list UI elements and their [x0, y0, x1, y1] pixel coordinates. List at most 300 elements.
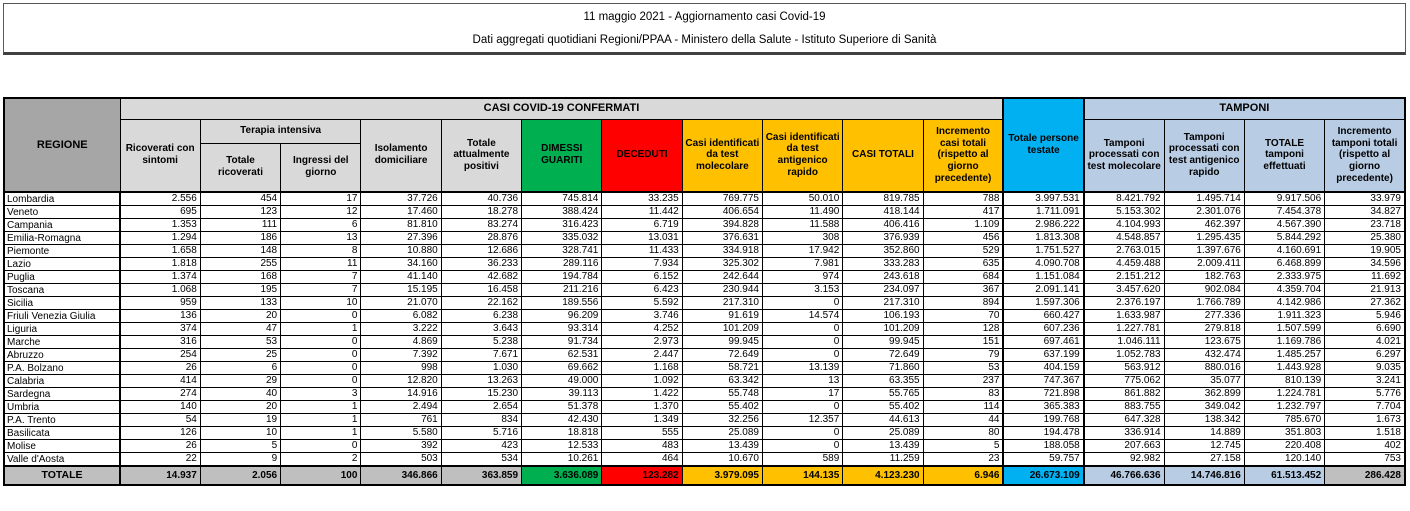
cell-value: 3 [281, 388, 361, 401]
header-regione: REGIONE [4, 98, 120, 192]
cell-value: 17.942 [763, 245, 843, 258]
cell-value: 12.533 [522, 440, 602, 453]
cell-value: 5.716 [441, 427, 521, 440]
cell-value: 1.169.786 [1244, 336, 1324, 349]
cell-value: 1.109 [923, 219, 1003, 232]
cell-value: 1.507.599 [1244, 323, 1324, 336]
cell-value: 217.310 [682, 297, 762, 310]
cell-value: 44 [923, 414, 1003, 427]
cell-value: 388.424 [522, 206, 602, 219]
cell-value: 637.199 [1003, 349, 1083, 362]
cell-value: 40 [200, 388, 280, 401]
header-group-terapia-intensiva: Terapia intensiva [200, 119, 361, 143]
cell-value: 3.457.620 [1084, 284, 1164, 297]
cell-value: 1.751.527 [1003, 245, 1083, 258]
cell-value: 5.776 [1325, 388, 1405, 401]
table-row [4, 440, 1405, 453]
cell-value: 12.745 [1164, 440, 1244, 453]
cell-value: 14.889 [1164, 427, 1244, 440]
table-row [4, 219, 1405, 232]
cell-value: 647.328 [1084, 414, 1164, 427]
header-totale-persone-testate: Totale persone testate [1003, 98, 1083, 192]
cell-value: 2.091.141 [1003, 284, 1083, 297]
table-header [4, 98, 1405, 192]
cell-value: 4.252 [602, 323, 682, 336]
table-row [4, 192, 1405, 206]
cell-value: 217.310 [843, 297, 923, 310]
cell-value: 2.009.411 [1164, 258, 1244, 271]
cell-value: 277.336 [1164, 310, 1244, 323]
header-incremento-tamponi: Incremento tamponi totali (rispetto al giorno precedente) [1325, 119, 1405, 192]
cell-value: 0 [763, 336, 843, 349]
cell-value: 9.035 [1325, 362, 1405, 375]
cell-value: 697.461 [1003, 336, 1083, 349]
cell-value: 5.946 [1325, 310, 1405, 323]
total-value: 286.428 [1325, 466, 1405, 485]
cell-value: 2.376.197 [1084, 297, 1164, 310]
cell-value: 1 [281, 427, 361, 440]
region-name: P.A. Bolzano [4, 362, 120, 375]
cell-value: 753 [1325, 453, 1405, 467]
table-row [4, 336, 1405, 349]
table-row [4, 232, 1405, 245]
cell-value: 998 [361, 362, 441, 375]
total-value: 14.937 [120, 466, 200, 485]
cell-value: 4.160.691 [1244, 245, 1324, 258]
cell-value: 36.233 [441, 258, 521, 271]
region-name: Campania [4, 219, 120, 232]
cell-value: 1.597.306 [1003, 297, 1083, 310]
cell-value: 123.675 [1164, 336, 1244, 349]
total-value: 100 [281, 466, 361, 485]
cell-value: 53 [200, 336, 280, 349]
cell-value: 69.662 [522, 362, 602, 375]
cell-value: 7.454.378 [1244, 206, 1324, 219]
cell-value: 6.152 [602, 271, 682, 284]
cell-value: 220.408 [1244, 440, 1324, 453]
cell-value: 10 [200, 427, 280, 440]
cell-value: 775.062 [1084, 375, 1164, 388]
cell-value: 44.613 [843, 414, 923, 427]
cell-value: 0 [281, 336, 361, 349]
cell-value: 563.912 [1084, 362, 1164, 375]
cell-value: 13.139 [763, 362, 843, 375]
total-value: 363.859 [441, 466, 521, 485]
cell-value: 6 [281, 219, 361, 232]
total-value: 26.673.109 [1003, 466, 1083, 485]
cell-value: 5.844.292 [1244, 232, 1324, 245]
cell-value: 745.814 [522, 192, 602, 206]
cell-value: 7 [281, 271, 361, 284]
cell-value: 376.631 [682, 232, 762, 245]
cell-value: 788 [923, 192, 1003, 206]
cell-value: 13.031 [602, 232, 682, 245]
cell-value: 91.734 [522, 336, 602, 349]
cell-value: 18.818 [522, 427, 602, 440]
cell-value: 182.763 [1164, 271, 1244, 284]
total-value: 61.513.452 [1244, 466, 1324, 485]
cell-value: 7 [281, 284, 361, 297]
cell-value: 11 [281, 258, 361, 271]
cell-value: 2.301.076 [1164, 206, 1244, 219]
cell-value: 0 [763, 401, 843, 414]
region-name: Umbria [4, 401, 120, 414]
cell-value: 6.719 [602, 219, 682, 232]
cell-value: 351.803 [1244, 427, 1324, 440]
cell-value: 1 [281, 401, 361, 414]
cell-value: 37.726 [361, 192, 441, 206]
cell-value: 101.209 [843, 323, 923, 336]
cell-value: 17 [763, 388, 843, 401]
cell-value: 406.654 [682, 206, 762, 219]
total-value: 2.056 [200, 466, 280, 485]
cell-value: 26 [120, 440, 200, 453]
cell-value: 4.459.488 [1084, 258, 1164, 271]
table-row [4, 453, 1405, 467]
total-value: 3.979.095 [682, 466, 762, 485]
cell-value: 0 [281, 362, 361, 375]
cell-value: 607.236 [1003, 323, 1083, 336]
cell-value: 3.222 [361, 323, 441, 336]
cell-value: 1.294 [120, 232, 200, 245]
cell-value: 0 [281, 440, 361, 453]
region-name: Emilia-Romagna [4, 232, 120, 245]
report-date-title: 11 maggio 2021 - Aggiornamento casi Covid-19 [583, 11, 826, 23]
cell-value: 96.209 [522, 310, 602, 323]
cell-value: 0 [281, 310, 361, 323]
cell-value: 6.468.899 [1244, 258, 1324, 271]
table-row [4, 349, 1405, 362]
cell-value: 2.973 [602, 336, 682, 349]
covid-data-table [3, 97, 1406, 486]
region-name: Piemonte [4, 245, 120, 258]
table-row [4, 414, 1405, 427]
cell-value: 243.618 [843, 271, 923, 284]
cell-value: 20 [200, 401, 280, 414]
cell-value: 3.241 [1325, 375, 1405, 388]
table-row [4, 310, 1405, 323]
cell-value: 684 [923, 271, 1003, 284]
cell-value: 99.945 [843, 336, 923, 349]
cell-value: 1.766.789 [1164, 297, 1244, 310]
cell-value: 2.763.015 [1084, 245, 1164, 258]
cell-value: 12.820 [361, 375, 441, 388]
cell-value: 8.421.792 [1084, 192, 1164, 206]
cell-value: 50.010 [763, 192, 843, 206]
table-body [4, 192, 1405, 485]
cell-value: 1.711.091 [1003, 206, 1083, 219]
cell-value: 17.460 [361, 206, 441, 219]
cell-value: 1.911.323 [1244, 310, 1324, 323]
cell-value: 12.357 [763, 414, 843, 427]
cell-value: 79 [923, 349, 1003, 362]
header-tamponi-molecolare: Tamponi processati con test molecolare [1084, 119, 1164, 192]
cell-value: 1.295.435 [1164, 232, 1244, 245]
cell-value: 374 [120, 323, 200, 336]
cell-value: 29 [200, 375, 280, 388]
cell-value: 695 [120, 206, 200, 219]
cell-value: 32.256 [682, 414, 762, 427]
cell-value: 49.000 [522, 375, 602, 388]
header-ingressi-del-giorno: Ingressi del giorno [281, 143, 361, 192]
cell-value: 34.160 [361, 258, 441, 271]
cell-value: 10.261 [522, 453, 602, 467]
cell-value: 11.259 [843, 453, 923, 467]
cell-value: 333.283 [843, 258, 923, 271]
cell-value: 11.490 [763, 206, 843, 219]
cell-value: 534 [441, 453, 521, 467]
cell-value: 55.748 [682, 388, 762, 401]
cell-value: 5.580 [361, 427, 441, 440]
cell-value: 810.139 [1244, 375, 1324, 388]
cell-value: 7.392 [361, 349, 441, 362]
cell-value: 151 [923, 336, 1003, 349]
cell-value: 7.704 [1325, 401, 1405, 414]
cell-value: 93.314 [522, 323, 602, 336]
header-dimessi-guariti: DIMESSI GUARITI [522, 119, 602, 192]
cell-value: 4.869 [361, 336, 441, 349]
cell-value: 83.274 [441, 219, 521, 232]
cell-value: 80 [923, 427, 1003, 440]
total-label: TOTALE [4, 466, 120, 485]
cell-value: 133 [200, 297, 280, 310]
cell-value: 34.827 [1325, 206, 1405, 219]
cell-value: 456 [923, 232, 1003, 245]
table-row [4, 427, 1405, 440]
cell-value: 392 [361, 440, 441, 453]
cell-value: 352.860 [843, 245, 923, 258]
region-name: Abruzzo [4, 349, 120, 362]
cell-value: 35.077 [1164, 375, 1244, 388]
cell-value: 1.422 [602, 388, 682, 401]
table-row [4, 258, 1405, 271]
cell-value: 4.021 [1325, 336, 1405, 349]
cell-value: 2.654 [441, 401, 521, 414]
cell-value: 70 [923, 310, 1003, 323]
cell-value: 72.649 [682, 349, 762, 362]
cell-value: 335.032 [522, 232, 602, 245]
cell-value: 1.353 [120, 219, 200, 232]
cell-value: 47 [200, 323, 280, 336]
cell-value: 138.342 [1164, 414, 1244, 427]
cell-value: 19.905 [1325, 245, 1405, 258]
cell-value: 54 [120, 414, 200, 427]
cell-value: 1.370 [602, 401, 682, 414]
cell-value: 529 [923, 245, 1003, 258]
cell-value: 25.380 [1325, 232, 1405, 245]
cell-value: 861.882 [1084, 388, 1164, 401]
cell-value: 28.876 [441, 232, 521, 245]
total-row [4, 466, 1405, 485]
cell-value: 9.917.506 [1244, 192, 1324, 206]
cell-value: 42.430 [522, 414, 602, 427]
cell-value: 402 [1325, 440, 1405, 453]
cell-value: 349.042 [1164, 401, 1244, 414]
header-deceduti: DECEDUTI [602, 119, 682, 192]
cell-value: 1.818 [120, 258, 200, 271]
cell-value: 365.383 [1003, 401, 1083, 414]
cell-value: 34.596 [1325, 258, 1405, 271]
cell-value: 0 [763, 440, 843, 453]
header-totale-attualmente-positivi: Totale attualmente positivi [441, 119, 521, 192]
cell-value: 128 [923, 323, 1003, 336]
region-name: Marche [4, 336, 120, 349]
cell-value: 22.162 [441, 297, 521, 310]
cell-value: 55.402 [843, 401, 923, 414]
cell-value: 274 [120, 388, 200, 401]
cell-value: 12 [281, 206, 361, 219]
cell-value: 27.396 [361, 232, 441, 245]
cell-value: 195 [200, 284, 280, 297]
total-value: 14.746.816 [1164, 466, 1244, 485]
cell-value: 974 [763, 271, 843, 284]
cell-value: 207.663 [1084, 440, 1164, 453]
cell-value: 254 [120, 349, 200, 362]
cell-value: 19 [200, 414, 280, 427]
cell-value: 26 [120, 362, 200, 375]
cell-value: 1.046.111 [1084, 336, 1164, 349]
cell-value: 1.092 [602, 375, 682, 388]
cell-value: 39.113 [522, 388, 602, 401]
cell-value: 3.746 [602, 310, 682, 323]
table-row [4, 362, 1405, 375]
cell-value: 1.495.714 [1164, 192, 1244, 206]
cell-value: 211.216 [522, 284, 602, 297]
cell-value: 894 [923, 297, 1003, 310]
cell-value: 325.302 [682, 258, 762, 271]
total-value: 6.946 [923, 466, 1003, 485]
cell-value: 23 [923, 453, 1003, 467]
cell-value: 1.151.084 [1003, 271, 1083, 284]
cell-value: 11.588 [763, 219, 843, 232]
header-totale-ricoverati: Totale ricoverati [200, 143, 280, 192]
cell-value: 11.442 [602, 206, 682, 219]
cell-value: 2 [281, 453, 361, 467]
cell-value: 555 [602, 427, 682, 440]
cell-value: 13 [281, 232, 361, 245]
cell-value: 25.089 [682, 427, 762, 440]
cell-value: 1.030 [441, 362, 521, 375]
cell-value: 51.378 [522, 401, 602, 414]
cell-value: 5.153.302 [1084, 206, 1164, 219]
cell-value: 1.397.676 [1164, 245, 1244, 258]
table-row [4, 271, 1405, 284]
cell-value: 27.362 [1325, 297, 1405, 310]
cell-value: 106.193 [843, 310, 923, 323]
cell-value: 1.068 [120, 284, 200, 297]
cell-value: 316 [120, 336, 200, 349]
cell-value: 362.899 [1164, 388, 1244, 401]
total-value: 46.766.636 [1084, 466, 1164, 485]
cell-value: 589 [763, 453, 843, 467]
cell-value: 92.982 [1084, 453, 1164, 467]
cell-value: 4.548.857 [1084, 232, 1164, 245]
cell-value: 7.671 [441, 349, 521, 362]
cell-value: 111 [200, 219, 280, 232]
cell-value: 25.089 [843, 427, 923, 440]
region-name: Sardegna [4, 388, 120, 401]
table-row [4, 284, 1405, 297]
cell-value: 59.757 [1003, 453, 1083, 467]
cell-value: 13.439 [843, 440, 923, 453]
total-value: 123.282 [602, 466, 682, 485]
cell-value: 3.643 [441, 323, 521, 336]
cell-value: 17 [281, 192, 361, 206]
cell-value: 1.168 [602, 362, 682, 375]
cell-value: 25 [200, 349, 280, 362]
report-subtitle: Dati aggregati quotidiani Regioni/PPAA - Ministero della Salute - Istituto Superiore di Sanità [472, 34, 937, 46]
cell-value: 289.116 [522, 258, 602, 271]
cell-value: 21.070 [361, 297, 441, 310]
cell-value: 4.090.708 [1003, 258, 1083, 271]
cell-value: 462.397 [1164, 219, 1244, 232]
cell-value: 376.939 [843, 232, 923, 245]
cell-value: 394.828 [682, 219, 762, 232]
cell-value: 194.784 [522, 271, 602, 284]
cell-value: 8 [281, 245, 361, 258]
cell-value: 148 [200, 245, 280, 258]
cell-value: 721.898 [1003, 388, 1083, 401]
table-row [4, 245, 1405, 258]
region-name: Toscana [4, 284, 120, 297]
cell-value: 53 [923, 362, 1003, 375]
cell-value: 199.768 [1003, 414, 1083, 427]
cell-value: 1.227.781 [1084, 323, 1164, 336]
cell-value: 5 [200, 440, 280, 453]
cell-value: 194.478 [1003, 427, 1083, 440]
cell-value: 6.082 [361, 310, 441, 323]
cell-value: 41.140 [361, 271, 441, 284]
cell-value: 15.195 [361, 284, 441, 297]
header-ricoverati-con-sintomi: Ricoverati con sintomi [120, 119, 200, 192]
cell-value: 2.151.212 [1084, 271, 1164, 284]
cell-value: 13.263 [441, 375, 521, 388]
region-name: Lombardia [4, 192, 120, 206]
cell-value: 0 [763, 297, 843, 310]
total-value: 4.123.230 [843, 466, 923, 485]
cell-value: 1.518 [1325, 427, 1405, 440]
region-name: Basilicata [4, 427, 120, 440]
cell-value: 1.813.308 [1003, 232, 1083, 245]
header-casi-test-antigenico: Casi identificati da test antigenico rapido [763, 119, 843, 192]
table-row [4, 401, 1405, 414]
cell-value: 63.342 [682, 375, 762, 388]
region-name: Lazio [4, 258, 120, 271]
cell-value: 14.574 [763, 310, 843, 323]
region-name: Valle d'Aosta [4, 453, 120, 467]
cell-value: 503 [361, 453, 441, 467]
cell-value: 5 [923, 440, 1003, 453]
cell-value: 6.297 [1325, 349, 1405, 362]
cell-value: 114 [923, 401, 1003, 414]
cell-value: 63.355 [843, 375, 923, 388]
cell-value: 2.986.222 [1003, 219, 1083, 232]
cell-value: 18.278 [441, 206, 521, 219]
table-row [4, 297, 1405, 310]
cell-value: 13.439 [682, 440, 762, 453]
cell-value: 432.474 [1164, 349, 1244, 362]
cell-value: 5.238 [441, 336, 521, 349]
cell-value: 1.443.928 [1244, 362, 1324, 375]
cell-value: 101.209 [682, 323, 762, 336]
region-name: Sicilia [4, 297, 120, 310]
cell-value: 62.531 [522, 349, 602, 362]
cell-value: 464 [602, 453, 682, 467]
header-group-casi-confermati: CASI COVID-19 CONFERMATI [120, 98, 1003, 119]
cell-value: 6 [200, 362, 280, 375]
cell-value: 1.052.783 [1084, 349, 1164, 362]
cell-value: 367 [923, 284, 1003, 297]
